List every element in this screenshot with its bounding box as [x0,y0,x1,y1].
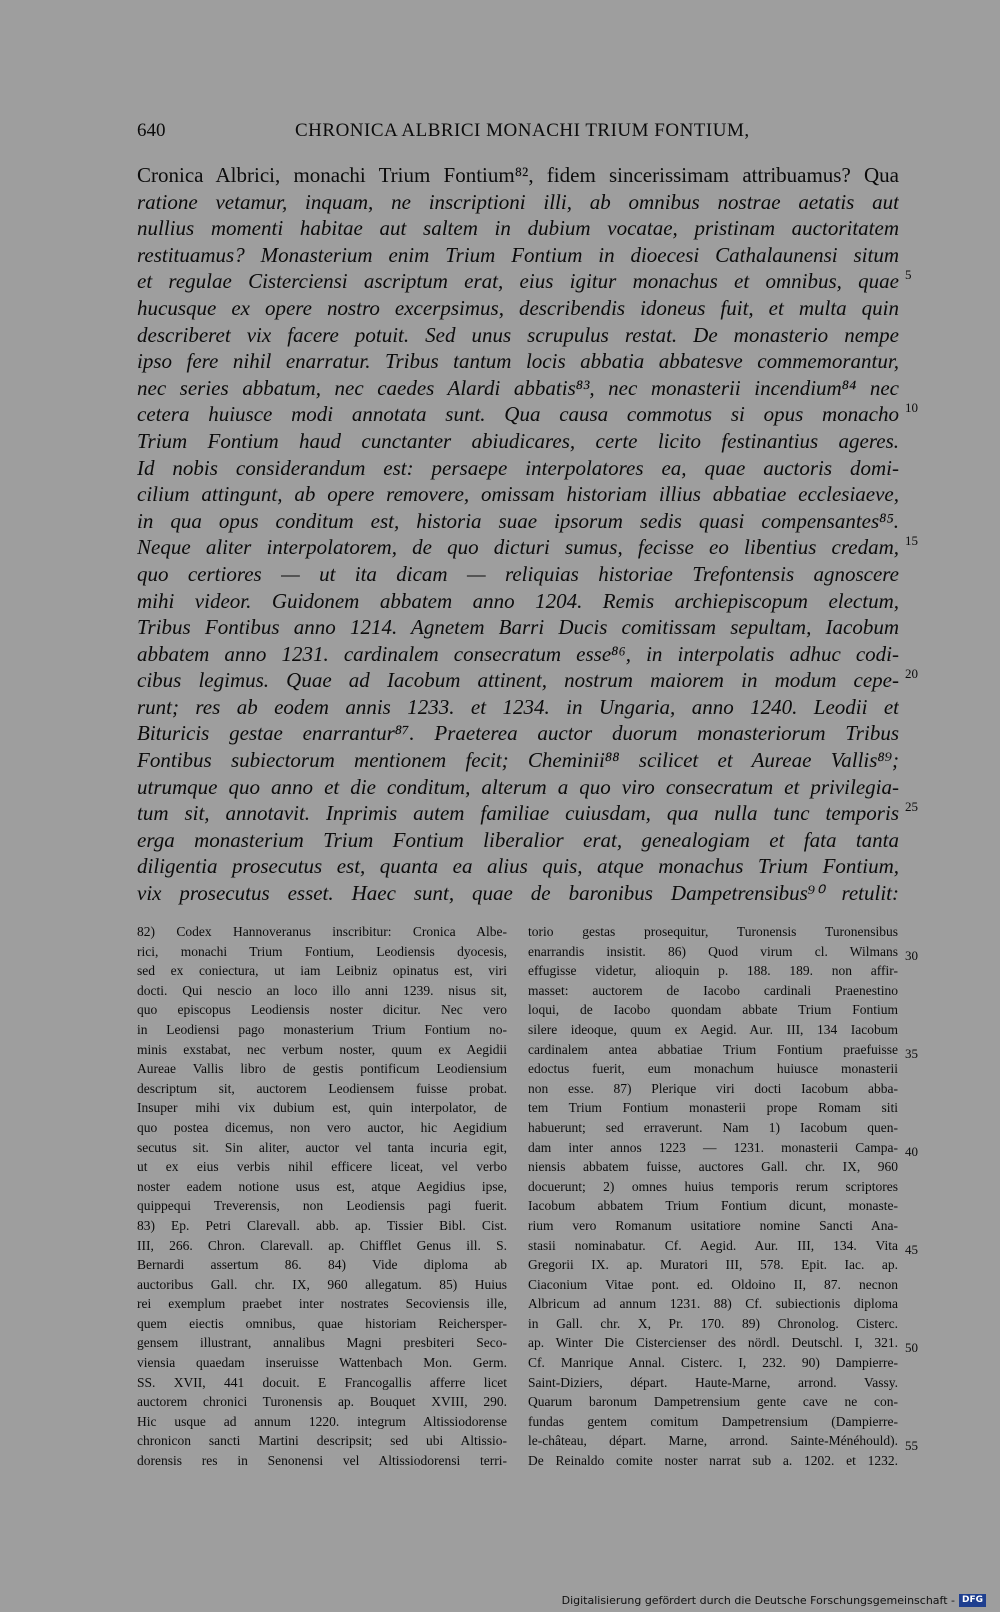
text-line: Cronica Albrici, monachi Trium Fontium⁸², fidem sincerissimam attribuamus? Qua [137,163,899,187]
text-line: viensia quaedam inseruisse Wattenbach Mon. Germ. [137,1355,507,1371]
text-line: SS. XVII, 441 docuit. E Francogallis afferre licet [137,1374,507,1390]
line-number-40: 40 [905,1144,918,1159]
line-number-45: 45 [905,1242,918,1257]
text-line: nullius momenti habitae aut saltem in dubium vocatae, pristinam auctoritatem [137,216,899,241]
footnotes-right-column [528,922,898,1471]
text-line: gensem illustrant, annalibus Magni presbiteri Seco- [137,1335,507,1351]
text-line: Ciaconium Vitae pont. ed. Oldoino II, 87. necnon [528,1276,898,1292]
text-line: III, 266. Chron. Clarevall. ap. Chifflet Genus ill. S. [137,1237,507,1253]
text-line: quo postea dicemus, non vero auctor, hic Aegidium [137,1119,507,1135]
text-line: Aureae Vallis libro de gestis pontificum Leodiensium [137,1061,507,1077]
text-line: 82) Codex Hannoveranus inscribitur: Cronica Albe- [137,924,507,939]
text-line: docti. Qui nescio an loco illo anni 1239. nisus sit, [137,982,507,998]
text-line: descriptum sit, auctorem Leodiensem fuisse probat. [137,1080,507,1096]
page-number: 640 [137,120,166,141]
text-line: auctorem chronici Turonensis ap. Bouquet XVIII, 290. [137,1394,507,1410]
text-line: tem Trium Fontium monasterii prope Romam siti [528,1100,898,1116]
text-line: cilium attingunt, ab opere removere, omissam historiam illius abbatiae ecclesiaeve, [137,482,899,507]
text-line: erga monasterium Trium Fontium liberalior erat, genealogiam et fata tanta [137,827,899,852]
dfg-logo: DFG [959,1594,986,1607]
text-line: rium vero Romanum usitatiore nomine Sancti Ana- [528,1217,898,1233]
footnotes-left-column [137,922,507,1471]
text-line: Gregorii IX. ap. Muratori III, 578. Epit. Iac. ap. [528,1257,898,1273]
text-line: effugisse videtur, alioquin p. 188. 189. non affir- [528,963,898,979]
text-line: describeret vix facere potuit. Sed unus scrupulus restat. De monasterio nempe [137,322,899,347]
text-line: ipso fere nihil enarratur. Tribus tantum locis abbatia abbatesve commemorantur, [137,349,899,374]
line-number-25: 25 [905,799,918,814]
line-number-35: 35 [905,1046,918,1061]
line-number-15: 15 [905,533,918,548]
text-line: rici, monachi Trium Fontium, Leodiensis dyocesis, [137,943,507,959]
text-line: Quarum baronum Dampetrensium gente cave ne con- [528,1394,898,1410]
text-line: in qua opus conditum est, historia suae ipsorum sedis quasi compensantes⁸⁵. [137,508,899,533]
text-line: cetera huiusce modi annotata sunt. Qua causa commotus si opus monacho [137,402,899,427]
text-line: utrumque quo anno et die conditum, alterum a quo viro consecratum et privilegia- [137,774,899,799]
text-line: et regulae Cisterciensi ascriptum erat, eius igitur monachus et omnibus, quae [137,269,899,294]
text-line: runt; res ab eodem annis 1233. et 1234. in Ungaria, anno 1240. Leodii et [137,694,899,719]
line-number-30: 30 [905,948,918,963]
text-line: ratione vetamur, inquam, ne inscriptioni illi, ab omnibus nostrae aetatis aut [137,189,899,214]
text-line: Id nobis considerandum est: persaepe interpolatores ea, quae auctoris domi- [137,455,899,480]
text-line: masset: auctorem de Iacobo cardinali Praenestino [528,982,898,998]
text-line: silere ideoque, quum ex Aegid. Aur. III, 134 Iacobum [528,1021,898,1037]
text-line: Albricum ad annum 1231. 88) Cf. subiectionis diploma [528,1296,898,1312]
text-line: Bituricis gestae enarrantur⁸⁷. Praeterea auctor duorum monasteriorum Tribus [137,721,899,746]
text-line: le-château, départ. Marne, arrond. Sainte-Ménéhould). [528,1433,898,1449]
text-line: hucusque ex opere nostro excerpsimus, describendis idoneus fuit, et multa quin [137,295,899,320]
text-line: Cf. Manrique Annal. Cisterc. I, 232. 90) Dampierre- [528,1355,898,1371]
text-line: nec series abbatum, nec caedes Alardi abbatis⁸³, nec monasterii incendium⁸⁴ nec [137,375,899,400]
text-line: Fontibus subiectorum mentionem fecit; Cheminii⁸⁸ scilicet et Aureae Vallis⁸⁹; [137,748,899,773]
text-line: quo episcopus Leodiensis noster dicitur. Nec vero [137,1002,507,1018]
text-line: minis exstabat, nec verbum noster, quum ex Aegidii [137,1041,507,1057]
text-line: in Gall. chr. X, Pr. 170. 89) Chronolog. Cisterc. [528,1315,898,1331]
text-line: Neque aliter interpolatorem, de quo dicturi sumus, fecisse eo libentius credam, [137,535,899,560]
line-number-10: 10 [905,400,918,415]
text-line: non esse. 87) Plerique viri docti Iacobum abba- [528,1080,898,1096]
text-line: cardinalem antea abbatiae Trium Fontium praefuisse [528,1041,898,1057]
text-line: quo certiores — ut ita dicam — reliquias historiae Trefontensis agnoscere [137,561,899,586]
text-line: dorensis res in Senonensi vel Altissiodorensi terri- [137,1453,507,1469]
text-line: edoctus fuerit, eum monachum huiusce monasterii [528,1061,898,1077]
credit-text: Digitalisierung gefördert durch die Deutsche Forschungsgemeinschaft - [561,1594,955,1607]
text-line: enarrandis insistit. 86) Quod virum cl. Wilmans [528,943,898,959]
running-title: CHRONICA ALBRICI MONACHI TRIUM FONTIUM, [295,120,750,141]
text-line: chronicon sancti Martini descripsit; sed ubi Altissio- [137,1433,507,1449]
text-line: 83) Ep. Petri Clarevall. abb. ap. Tissier Bibl. Cist. [137,1217,507,1233]
text-line: Bernardi assertum 86. 84) Vide diploma ab [137,1257,507,1273]
digitization-credit [562,1594,986,1607]
text-line: mihi videor. Guidonem abbatem anno 1204. Remis archiepiscopum electum, [137,588,899,613]
text-line: fundas gentem comitum Dampetrensium (Dampierre- [528,1413,898,1429]
line-number-5: 5 [905,267,912,282]
text-line: Iacobum abbatem Trium Fontium dicunt, monaste- [528,1198,898,1214]
text-line: secutus sit. Sin aliter, auctor vel tanta incuria egit, [137,1139,507,1155]
text-line: ut ex eius verbis nihil efficere liceat, vel verbo [137,1159,507,1175]
text-line: quem eiectis omnibus, quae historiam Reichersper- [137,1315,507,1331]
main-text-block [137,162,899,907]
line-number-50: 50 [905,1340,918,1355]
text-line: abbatem anno 1231. cardinalem consecratum esse⁸⁶, in interpolatis adhuc codi- [137,641,899,666]
line-number-55: 55 [905,1438,918,1453]
text-line: Saint-Diziers, départ. Haute-Marne, arrond. Vassy. [528,1374,898,1390]
text-line: Tribus Fontibus anno 1214. Agnetem Barri Ducis comitissam sepultam, Iacobum [137,615,899,640]
text-line: stasii nominabatur. Cf. Aegid. Aur. III, 134. Vita [528,1237,898,1253]
text-line: rei exemplum praebet inter nostrates Secoviensis ille, [137,1296,507,1312]
text-line: dam inter annos 1223 — 1231. monasterii Campa- [528,1139,898,1155]
text-line: habuerunt; sed erraverunt. Nam 1) Iacobum quen- [528,1119,898,1135]
text-line: loqui, de Iacobo quondam abbate Trium Fontium [528,1002,898,1018]
text-line: vix prosecutus esset. Haec sunt, quae de baronibus Dampetrensibus⁹⁰ retulit: [137,881,899,906]
text-line: tum sit, annotavit. Inprimis autem familiae cuiusdam, qua nulla tunc temporis [137,801,899,826]
text-line: ap. Winter Die Cistercienser des nördl. Deutschl. I, 321. [528,1335,898,1351]
text-line: in Leodiensi pago monasterium Trium Fontium no- [137,1021,507,1037]
text-line: cibus legimus. Quae ad Iacobum attinent, nostrum maiorem in modum cepe- [137,668,899,693]
text-line: quippequi Treverensis, non Leodiensis pagi fuerit. [137,1198,507,1214]
text-line: auctoribus Gall. chr. IX, 960 allegatum. 85) Huius [137,1276,507,1292]
text-line: diligentia prosecutus est, quanta ea alius quis, atque monachus Trium Fontium, [137,854,899,879]
text-line: Trium Fontium haud cunctanter abiudicares, certe licito festinantius ageres. [137,428,899,453]
line-number-20: 20 [905,666,918,681]
text-line: torio gestas prosequitur, Turonensis Turonensibus [528,924,898,939]
text-line: sed ex coniectura, ut iam Leibniz opinatus est, viri [137,963,507,979]
text-line: Hic usque ad annum 1220. integrum Altissiodorense [137,1413,507,1429]
page-header [0,120,1000,150]
text-line: De Reinaldo comite noster narrat sub a. 1202. et 1232. [528,1453,898,1469]
text-line: niensis abbatem fuisse, auctores Gall. chr. IX, 960 [528,1159,898,1175]
text-line: docuerunt; 2) omnes huius temporis rerum scriptores [528,1178,898,1194]
text-line: Insuper mihi vix dubium est, quin interpolator, de [137,1100,507,1116]
text-line: noster eadem notione usus est, atque Aegidius ipse, [137,1178,507,1194]
text-line: restituamus? Monasterium enim Trium Fontium in dioecesi Cathalaunensi situm [137,242,899,267]
